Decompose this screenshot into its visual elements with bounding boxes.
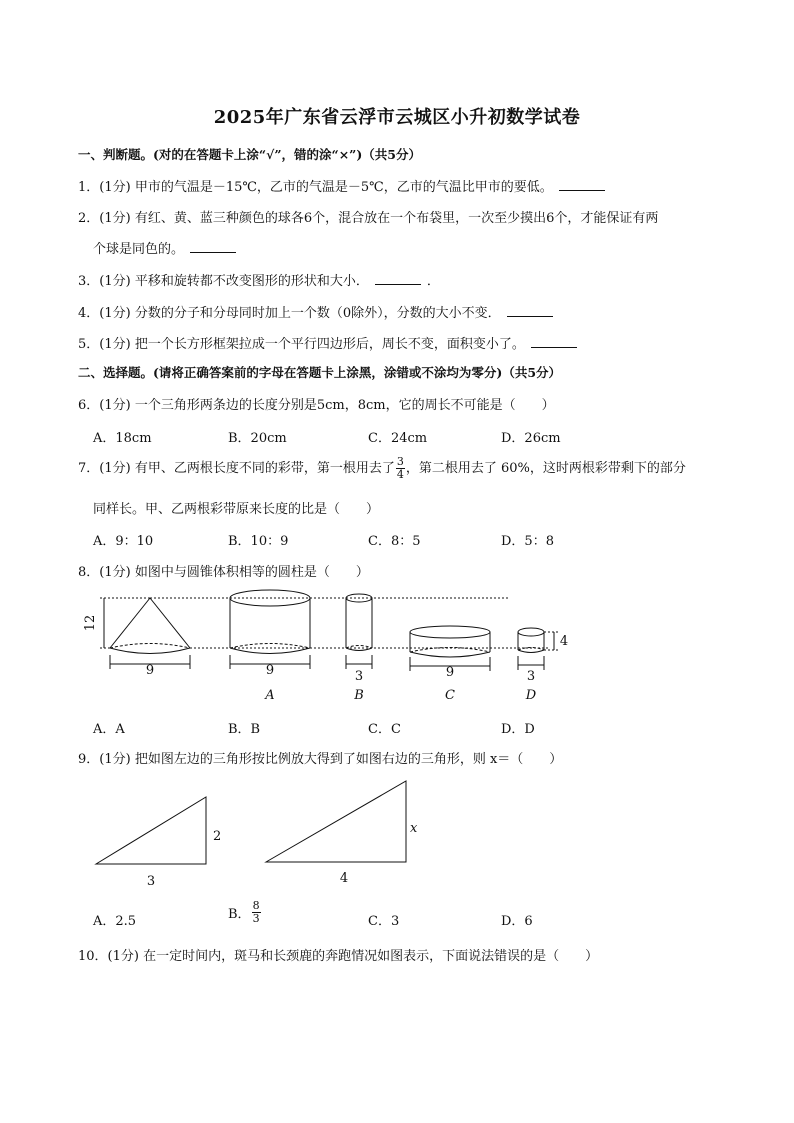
cylinder-d-height-label: 4	[559, 634, 569, 649]
q8-option-c: C．C	[368, 722, 401, 737]
question-2-text-cont: 个球是同色的。	[93, 242, 185, 257]
question-6: 6．(1分) 一个三角形两条边的长度分别是5cm，8cm，它的周长不可能是（ ）	[78, 398, 555, 413]
question-2-text: 2．(1分) 有红、黄、蓝三种颜色的球各6个，混合放在一个布袋里，一次至少摸出6个，才能保证有两	[78, 211, 659, 226]
cylinder-c-label: C	[445, 688, 455, 703]
cylinder-a-label: A	[265, 688, 275, 703]
fraction-eight-thirds	[252, 900, 261, 925]
answer-blank	[190, 240, 236, 253]
question-2-continued	[93, 238, 236, 257]
cone-height-label: 12	[83, 614, 98, 632]
q7-option-b: B．10：9	[228, 534, 289, 549]
question-10: 10．(1分) 在一定时间内，斑马和长颈鹿的奔跑情况如图表示，下面说法错误的是（ ）	[78, 949, 599, 964]
fraction-numerator: 3	[396, 455, 404, 468]
q8-option-b: B．B	[228, 722, 261, 737]
cylinder-c-diameter-label: 9	[445, 665, 455, 680]
fraction-denominator: 3	[252, 912, 260, 925]
q7-option-a: A．9：10	[93, 534, 154, 549]
q6-option-b: B．20cm	[228, 431, 287, 446]
question-3-end: ．	[426, 274, 440, 289]
section-heading-judgement: 一、判断题。(对的在答题卡上涂“√”，错的涂“×”)（共5分）	[78, 147, 421, 162]
large-triangle-shape	[266, 781, 406, 862]
cylinder-b-shape	[346, 594, 372, 669]
q9-option-b	[228, 900, 262, 925]
large-triangle-height-label: x	[410, 821, 418, 836]
question-8: 8．(1分) 如图中与圆锥体积相等的圆柱是（ ）	[78, 565, 369, 580]
q9-option-c: C．3	[368, 914, 400, 929]
question-4	[78, 302, 553, 321]
q6-option-c: C．24cm	[368, 431, 428, 446]
question-3	[78, 270, 440, 289]
question-7-continued: 同样长。甲、乙两根彩带原来长度的比是（ ）	[93, 502, 380, 517]
question-1	[78, 176, 605, 195]
exam-title: 2025年广东省云浮市云城区小升初数学试卷	[213, 107, 581, 128]
cylinder-b-label: B	[354, 688, 364, 703]
q9-option-b-letter: B．	[228, 907, 251, 922]
cylinder-d-shape	[518, 628, 558, 670]
cone-shape	[100, 598, 190, 669]
fraction-denominator: 4	[396, 468, 404, 481]
question-9: 9．(1分) 把如图左边的三角形按比例放大得到了如图右边的三角形，则 x＝（ ）	[78, 752, 563, 767]
question-7	[78, 456, 686, 481]
section-heading-choice: 二、选择题。(请将正确答案前的字母在答题卡上涂黑，涂错或不涂均为零分)（共5分）	[78, 365, 562, 380]
cylinder-a-shape	[230, 590, 310, 669]
q6-option-a: A．18cm	[93, 431, 152, 446]
q8-option-d: D．D	[501, 722, 535, 737]
large-triangle-base-label: 4	[339, 871, 349, 886]
question-2	[78, 207, 658, 226]
question-1-text: 1．(1分) 甲市的气温是－15℃，乙市的气温是－5℃，乙市的气温比甲市的要低。	[78, 180, 553, 195]
answer-blank	[531, 335, 577, 348]
small-triangle-shape	[96, 797, 206, 864]
question-5	[78, 333, 577, 352]
q8-option-a: A．A	[93, 722, 125, 737]
q7-option-c: C．8：5	[368, 534, 421, 549]
q8-solids-figure	[80, 585, 580, 705]
cylinder-b-diameter-label: 3	[354, 669, 364, 684]
cylinder-d-diameter-label: 3	[526, 669, 536, 684]
fraction-three-quarters	[396, 456, 405, 481]
q6-option-d: D．26cm	[501, 431, 561, 446]
q9-option-d: D．6	[501, 914, 533, 929]
cylinder-d-label: D	[525, 688, 537, 703]
question-3-text: 3．(1分) 平移和旋转都不改变图形的形状和大小．	[78, 274, 369, 289]
q7-option-d: D．5：8	[501, 534, 554, 549]
q9-triangles-figure	[80, 775, 440, 895]
cylinder-a-diameter-label: 9	[265, 663, 275, 678]
cone-diameter-label: 9	[145, 663, 155, 678]
small-triangle-height-label: 2	[213, 829, 222, 844]
answer-blank	[559, 178, 605, 191]
answer-blank	[507, 304, 553, 317]
question-7-text-2: ，第二根用去了 60%，这时两根彩带剩下的部分	[405, 461, 686, 476]
question-5-text: 5．(1分) 把一个长方形框架拉成一个平行四边形后，周长不变，面积变小了。	[78, 337, 525, 352]
q9-option-a: A．2.5	[93, 914, 137, 929]
answer-blank	[375, 272, 421, 285]
question-7-text: 7．(1分) 有甲、乙两根长度不同的彩带，第一根用去了	[78, 461, 395, 476]
small-triangle-base-label: 3	[146, 874, 156, 889]
fraction-numerator: 8	[252, 899, 260, 912]
question-4-text: 4．(1分) 分数的分子和分母同时加上一个数（0除外），分数的大小不变．	[78, 306, 501, 321]
